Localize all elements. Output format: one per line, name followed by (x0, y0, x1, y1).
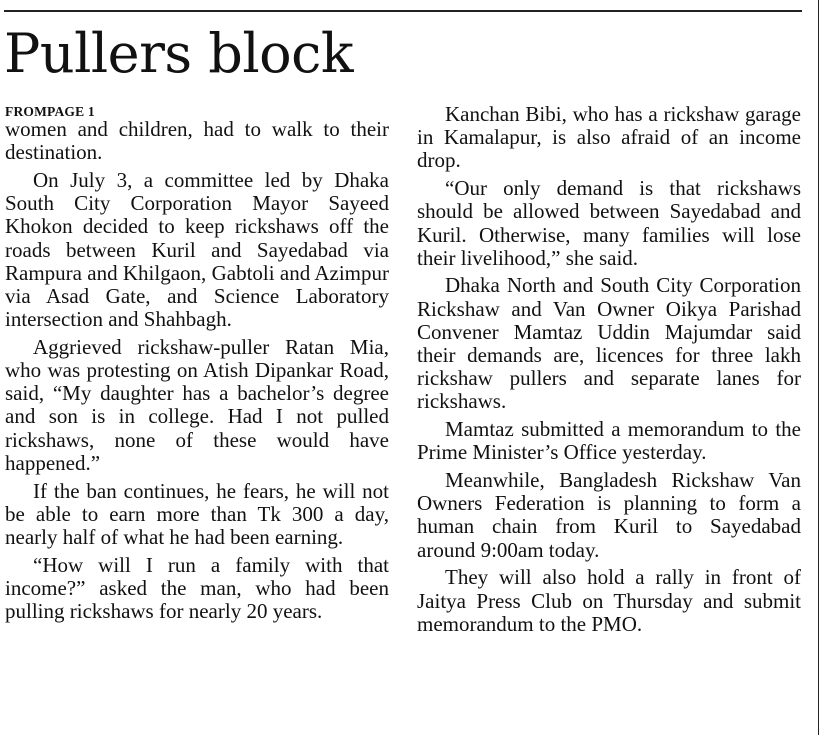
left-column (5, 104, 389, 628)
paragraph: “How will I run a family with that income?” asked the man, who had been pulling rickshaws for nearly 20 years. (5, 552, 389, 624)
paragraph: Mamtaz submitted a memorandum to the Prime Minister’s Office yesterday. (417, 417, 801, 465)
top-rule (4, 10, 802, 12)
paragraph: Meanwhile, Bangladesh Rickshaw Van Owners Federation is planning to form a human chain from Kuril to Sayedabad around 9:00am today. (417, 468, 801, 562)
paragraph: If the ban continues, he fears, he will not be able to earn more than Tk 300 a day, nearly half of what he had been earning. (5, 478, 389, 549)
paragraph: women and children, had to walk to their destination. (5, 117, 389, 165)
jump-label: FROMPAGE 1 (5, 104, 95, 119)
column-rule (818, 0, 819, 735)
paragraph: Dhaka North and South City Corporation Rickshaw and Van Owner Oikya Parishad Convener Mamtaz Uddin Majumdar said their demands are, licences for three lakh rickshaw pullers and separate lanes for rickshaws. (417, 273, 801, 414)
right-column (417, 103, 801, 640)
paragraph: Aggrieved rickshaw-puller Ratan Mia, who was protesting on Atish Dipankar Road, said, “My daughter has a bachelor’s degree and son is in college. Had I not pulled rickshaws, none of these would have happened.” (5, 334, 389, 475)
paragraph: On July 3, a committee led by Dhaka South City Corporation Mayor Sayeed Khokon decided to keep rickshaws off the roads between Kuril and Sayedabad via Rampura and Khilgaon, Gabtoli and Azimpur via Asad Gate, and Science Laboratory intersection and Shahbagh. (5, 167, 389, 332)
paragraph: Kanchan Bibi, who has a rickshaw garage in Kamalapur, is also afraid of an income drop. (417, 102, 801, 173)
paragraph: They will also hold a rally in front of Jaitya Press Club on Thursday and submit memorandum to the PMO. (417, 565, 801, 636)
headline: Pullers block (4, 22, 354, 85)
paragraph: “Our only demand is that rickshaws should be allowed between Sayedabad and Kuril. Otherwise, many families will lose their livelihood,” she said. (417, 176, 801, 270)
